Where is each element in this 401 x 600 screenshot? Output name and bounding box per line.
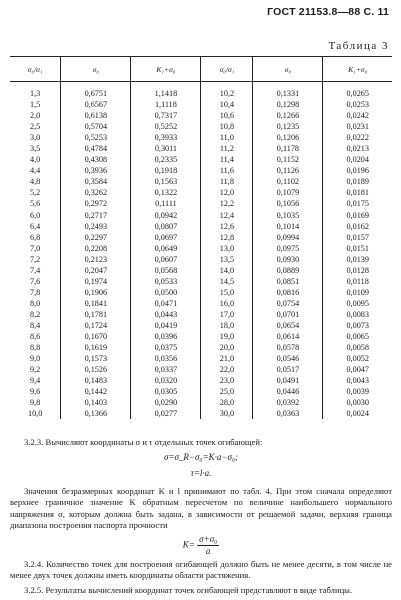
table-row: [10, 331, 392, 342]
table-cell: 7,8: [30, 287, 41, 297]
table-cell: 13,0: [201, 243, 253, 254]
table-cell: 0,0109: [323, 287, 392, 298]
table-cell: 0,1235: [253, 121, 323, 132]
table-cell: 0,1442: [61, 386, 131, 397]
table-cell: 12,6: [201, 221, 253, 232]
table-cell: 6,8: [30, 232, 41, 242]
table-cell: 0,2493: [61, 221, 131, 232]
table-cell: 15,0: [201, 287, 253, 298]
table-cell: 0,0189: [323, 176, 392, 187]
paragraph-3-2-3: 3.2.3. Вычисляют координаты σ и τ отдельных точек огибающей:: [24, 437, 263, 447]
table-cell: 0,0065: [323, 331, 392, 342]
table-row: [10, 364, 392, 375]
table-cell: 0,0471: [131, 298, 201, 309]
table-cell: 5,6: [30, 199, 41, 209]
formula-sigma: σ=σ_R−σ₀=K·a−σ₀;: [163, 452, 239, 463]
table-row: [10, 353, 392, 364]
table-row: [10, 121, 392, 132]
table-cell: 0,1014: [253, 221, 323, 232]
table-cell: 0,0701: [253, 309, 323, 320]
table-cell: 0,6751: [61, 82, 131, 100]
table-row: [10, 210, 392, 221]
table-cell: 0,1974: [61, 276, 131, 287]
table-cell: 0,0157: [323, 232, 392, 243]
table-cell: 0,0546: [253, 353, 323, 364]
table-cell: 0,0419: [131, 320, 201, 331]
table-row: [10, 386, 392, 397]
table-cell: 0,3933: [131, 132, 201, 143]
table-cell: 0,0151: [323, 243, 392, 254]
table-cell: 0,1266: [253, 110, 323, 121]
table-cell: 3,5: [30, 144, 41, 154]
table-cell: 0,0083: [323, 309, 392, 320]
table-cell: 0,0654: [253, 320, 323, 331]
table-cell: 17,0: [201, 309, 253, 320]
table-caption: Таблица 3: [328, 40, 389, 52]
table-cell: 0,0375: [131, 342, 201, 353]
table-cell: 9,8: [30, 398, 41, 408]
table-cell: 30,0: [201, 408, 253, 419]
table-cell: 1,3: [30, 89, 41, 98]
table-cell: 2,5: [30, 122, 41, 132]
table-cell: 0,0162: [323, 221, 392, 232]
table-cell: 0,0095: [323, 298, 392, 309]
table-cell: 5,2: [30, 188, 41, 198]
table-cell: 4,0: [30, 155, 41, 165]
table-cell: 0,0396: [131, 331, 201, 342]
column-header: σ₀/σ₁: [201, 57, 253, 82]
table-row: [10, 309, 392, 320]
table-cell: 1,1118: [131, 99, 201, 110]
table-row: [10, 176, 392, 187]
table-cell: 6,0: [30, 210, 41, 220]
table-row: [10, 375, 392, 386]
table-cell: 0,0614: [253, 331, 323, 342]
table-cell: 0,1841: [61, 298, 131, 309]
table-cell: 0,1206: [253, 132, 323, 143]
table-row: [10, 99, 392, 110]
table-cell: 0,1781: [61, 309, 131, 320]
table-cell: 0,1102: [253, 176, 323, 187]
table-cell: 0,0047: [323, 364, 392, 375]
table-cell: 8,2: [30, 309, 41, 319]
table-row: [10, 165, 392, 176]
table-cell: 7,6: [30, 276, 41, 286]
table-cell: 0,1403: [61, 397, 131, 408]
table-cell: 0,0213: [323, 143, 392, 154]
table-cell: 0,0533: [131, 276, 201, 287]
table-row: [10, 132, 392, 143]
table-cell: 0,0073: [323, 320, 392, 331]
table-cell: 0,1079: [253, 187, 323, 198]
page-header: ГОСТ 21153.8—88 С. 11: [267, 6, 389, 18]
formula-k-lhs: K=: [182, 539, 195, 550]
table-cell: 12,4: [201, 210, 253, 221]
table-cell: 0,0305: [131, 386, 201, 397]
table-cell: 10,2: [201, 82, 253, 100]
table-cell: 0,0181: [323, 187, 392, 198]
table-cell: 0,2335: [131, 154, 201, 165]
table-cell: 0,1111: [131, 198, 201, 209]
table-cell: 11,6: [201, 165, 253, 176]
table-cell: 0,0500: [131, 287, 201, 298]
table-row: [10, 408, 392, 419]
table-cell: 0,0994: [253, 232, 323, 243]
table-cell: 11,4: [201, 154, 253, 165]
table-row: [10, 143, 392, 154]
table-cell: 0,1906: [61, 287, 131, 298]
table-cell: 4,4: [30, 166, 41, 176]
table-cell: 9,4: [30, 376, 41, 386]
table-cell: 0,0816: [253, 287, 323, 298]
table-cell: 1,1418: [131, 82, 201, 100]
table-header-row: [10, 57, 392, 82]
table-cell: 0,2297: [61, 232, 131, 243]
table-cell: 0,0356: [131, 353, 201, 364]
table-cell: 21,0: [201, 353, 253, 364]
formula-tau: τ=l·a.: [190, 467, 212, 478]
table-cell: 0,1483: [61, 375, 131, 386]
table-cell: 0,1573: [61, 353, 131, 364]
table-cell: 0,0320: [131, 375, 201, 386]
table-row: [10, 243, 392, 254]
table-cell: 0,2208: [61, 243, 131, 254]
column-header: K₁+σ₀: [131, 57, 201, 82]
table-cell: 0,0222: [323, 132, 392, 143]
table-cell: 0,0043: [323, 375, 392, 386]
table-cell: 0,1670: [61, 331, 131, 342]
table-row: [10, 265, 392, 276]
table-cell: 0,0242: [323, 110, 392, 121]
table-row: [10, 320, 392, 331]
table-cell: 7,2: [30, 254, 41, 264]
table-cell: 0,0337: [131, 364, 201, 375]
table-row: [10, 298, 392, 309]
table-cell: 0,2047: [61, 265, 131, 276]
table-cell: 0,0975: [253, 243, 323, 254]
table-cell: 0,0446: [253, 386, 323, 397]
table-cell: 0,7317: [131, 110, 201, 121]
table-cell: 0,0118: [323, 276, 392, 287]
column-header: σ₀: [253, 57, 323, 82]
table-cell: 0,1035: [253, 210, 323, 221]
table-cell: 0,6567: [61, 99, 131, 110]
column-header: K₁+σ₀: [323, 57, 392, 82]
table-cell: 0,6138: [61, 110, 131, 121]
table-cell: 10,0: [27, 409, 43, 419]
table-cell: 0,3936: [61, 165, 131, 176]
table-cell: 0,0204: [323, 154, 392, 165]
table-cell: 3,0: [30, 133, 41, 143]
table-row: [10, 254, 392, 265]
table-cell: 0,0290: [131, 397, 201, 408]
table-cell: 12,2: [201, 198, 253, 209]
table-cell: 18,0: [201, 320, 253, 331]
table-cell: 0,0754: [253, 298, 323, 309]
table-cell: 0,0231: [323, 121, 392, 132]
section-3-2-3: [10, 437, 392, 479]
table-cell: 0,1178: [253, 143, 323, 154]
table-row: [10, 397, 392, 408]
column-header: σ₀: [61, 57, 131, 82]
table-row: [10, 154, 392, 165]
section-values: [10, 486, 392, 557]
table-cell: 0,0128: [323, 265, 392, 276]
paragraph-3-2-5: 3.2.5. Результаты вычислений координат точек огибающей представляют в виде таблицы.: [24, 584, 353, 595]
table-cell: 0,0578: [253, 342, 323, 353]
table-cell: 4,8: [30, 177, 41, 187]
table-cell: 0,1331: [253, 82, 323, 100]
table-cell: 0,5252: [131, 121, 201, 132]
table-cell: 14,5: [201, 276, 253, 287]
table-cell: 0,2123: [61, 254, 131, 265]
table-row: [10, 187, 392, 198]
table-cell: 12,0: [201, 187, 253, 198]
table-cell: 25,0: [201, 386, 253, 397]
table-cell: 0,1366: [61, 408, 131, 419]
table-cell: 0,0392: [253, 397, 323, 408]
table-row: [10, 232, 392, 243]
table-cell: 11,2: [201, 143, 253, 154]
table-cell: 0,1056: [253, 198, 323, 209]
table-cell: 7,0: [30, 243, 41, 253]
table-cell: 0,0265: [323, 82, 392, 100]
table-cell: 1,5: [30, 100, 41, 110]
table-cell: 0,0649: [131, 243, 201, 254]
table-cell: 0,2972: [61, 198, 131, 209]
table-cell: 0,0139: [323, 254, 392, 265]
table-row: [10, 82, 392, 100]
table-cell: 0,0851: [253, 276, 323, 287]
table-cell: 0,0052: [323, 353, 392, 364]
table-cell: 6,4: [30, 221, 41, 231]
table-row: [10, 221, 392, 232]
table-cell: 0,0443: [131, 309, 201, 320]
table-cell: 0,0024: [323, 408, 392, 419]
table-cell: 0,0491: [253, 375, 323, 386]
table-cell: 0,0889: [253, 265, 323, 276]
table-cell: 0,1322: [131, 187, 201, 198]
table-cell: 0,3011: [131, 143, 201, 154]
table-cell: 0,0058: [323, 342, 392, 353]
column-header: σ₀/σ₁: [10, 57, 61, 82]
table-cell: 0,1126: [253, 165, 323, 176]
section-3-2-4: [10, 559, 392, 596]
paragraph-values: Значения безразмерных координат K и l принимают по табл. 4. При этом сначала определяют верхнее граничное значение K обратным пересчетом по величине наибольшего нормального напряжения σ, которым должна быть задана, в зависимости от решаемой задачи, верхняя граница диапазона построения паспорта прочности: [10, 486, 392, 531]
table-cell: 23,0: [201, 375, 253, 386]
table-cell: 10,8: [201, 121, 253, 132]
table-body: [10, 82, 392, 420]
formula-k: [10, 534, 392, 557]
table-row: [10, 287, 392, 298]
table-cell: 9,2: [30, 365, 41, 375]
table-cell: 0,1298: [253, 99, 323, 110]
table-cell: 0,1526: [61, 364, 131, 375]
table-cell: 0,0517: [253, 364, 323, 375]
table-cell: 0,0169: [323, 210, 392, 221]
table-cell: 0,0175: [323, 198, 392, 209]
table-cell: 0,0942: [131, 210, 201, 221]
formula-k-denominator: a: [205, 545, 211, 556]
table-cell: 20,0: [201, 342, 253, 353]
table-row: [10, 342, 392, 353]
table-cell: 0,5253: [61, 132, 131, 143]
table-row: [10, 198, 392, 209]
table-cell: 0,4308: [61, 154, 131, 165]
table-cell: 11,8: [201, 176, 253, 187]
formula-k-fraction: [197, 534, 219, 557]
table-cell: 0,2717: [61, 210, 131, 221]
table-cell: 10,6: [201, 110, 253, 121]
table-row: [10, 276, 392, 287]
table-cell: 14,0: [201, 265, 253, 276]
table-cell: 0,1918: [131, 165, 201, 176]
paragraph-3-2-4: 3.2.4. Количество точек для построения огибающей должно быть не менее десяти, в том числе не менее двух точек должны иметь координаты области растяжения.: [10, 559, 392, 581]
table-cell: 0,1619: [61, 342, 131, 353]
table-cell: 8,6: [30, 332, 41, 342]
table-cell: 0,0607: [131, 254, 201, 265]
table-cell: 0,0697: [131, 232, 201, 243]
table-cell: 0,0030: [323, 397, 392, 408]
table-cell: 2,0: [30, 111, 41, 121]
table-cell: 0,3584: [61, 176, 131, 187]
table-cell: 0,0568: [131, 265, 201, 276]
table-cell: 0,0930: [253, 254, 323, 265]
formula-k-numerator: σ+σ₀: [199, 533, 218, 544]
table-cell: 19,0: [201, 331, 253, 342]
table-cell: 0,0039: [323, 386, 392, 397]
table-cell: 28,0: [201, 397, 253, 408]
table-cell: 0,1152: [253, 154, 323, 165]
table-row: [10, 110, 392, 121]
table-cell: 13,5: [201, 254, 253, 265]
table-cell: 0,1563: [131, 176, 201, 187]
table-cell: 8,8: [30, 343, 41, 353]
table-cell: 0,0196: [323, 165, 392, 176]
table-cell: 9,0: [30, 354, 41, 364]
table-cell: 10,4: [201, 99, 253, 110]
table-cell: 8,4: [30, 320, 41, 330]
table-cell: 0,1724: [61, 320, 131, 331]
table-cell: 7,4: [30, 265, 41, 275]
table-cell: 8,0: [30, 298, 41, 308]
table-cell: 0,5704: [61, 121, 131, 132]
table-cell: 12,8: [201, 232, 253, 243]
table-cell: 9,6: [30, 387, 41, 397]
table-cell: 16,0: [201, 298, 253, 309]
table-cell: 11,0: [201, 132, 253, 143]
table-cell: 0,0253: [323, 99, 392, 110]
table-cell: 0,4784: [61, 143, 131, 154]
table-cell: 0,0807: [131, 221, 201, 232]
table-cell: 0,0363: [253, 408, 323, 419]
table-cell: 0,3262: [61, 187, 131, 198]
table-cell: 0,0277: [131, 408, 201, 419]
table-cell: 22,0: [201, 364, 253, 375]
data-table: [10, 56, 392, 419]
